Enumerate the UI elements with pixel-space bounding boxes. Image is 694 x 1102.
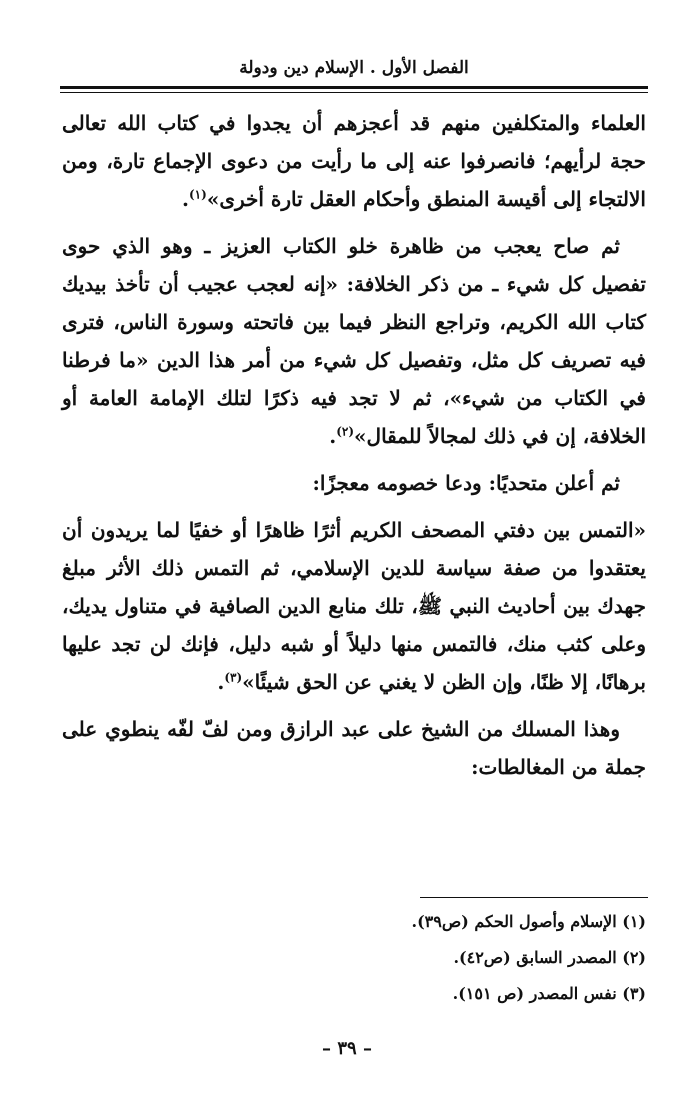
paragraph-5-text: وهذا المسلك من الشيخ على عبد الرازق ومن لفّ لفّه ينطوي على جملة من المغالطات:	[62, 717, 646, 779]
footnote-2: (٢) المصدر السابق (ص٤٢).	[453, 948, 646, 967]
paragraph-4-text: «التمس بين دفتي المصحف الكريم أثرًا ظاهرًا أو خفيًا لما يريدون أن يعتقدوا من صفة سياسة للدين الإسلامي، ثم التمس ذلك الأثر مبلغ جهدك بين أحاديث النبي ﷺ، تلك منابع الدين الصافية في متناول يديك، وعلى كثب منك، فالتمس منها دليلاً أو شبه دليل، فإنك لن تجد عليها برهانًا، إلا ظنًا، وإن الظن لا يغني عن الحق شيئًا»	[62, 518, 646, 694]
paragraph-2: ثم صاح يعجب من ظاهرة خلو الكتاب العزيز ـ وهو الذي حوى تفصيل كل شيء ـ من ذكر الخلافة: «إنه لعجب عجيب أن تأخذ بيديك كتاب الله الكريم، وتراجع النظر فيما بين فاتحته وسورة الناس، فترى فيه تصريف كل مثل، وتفصيل كل شيء من أمر هذا الدين «ما فرطنا في الكتاب من شيء»، ثم لا تجد فيه ذكرًا لتلك الإمامة العامة أو الخلافة، إن في ذلك لمجالاً للمقال»$^{(٢)}$.	[62, 234, 646, 448]
paragraph-1: العلماء والمتكلفين منهم قد أعجزهم أن يجدوا في كتاب الله تعالى حجة لرأيهم؛ فانصرفوا عنه إلى ما رأيت من دعوى الإجماع تارة، ومن الالتجاء إلى أقيسة المنطق وأحكام العقل تارة أخرى»$^{(١)}$.	[62, 111, 646, 211]
paragraph-3-text: ثم أعلن متحديًا: ودعا خصومه معجزًا:	[312, 471, 620, 495]
footnote-separator	[420, 897, 648, 898]
running-header: الفصل الأول . الإسلام دين ودولة	[239, 58, 469, 78]
header-rule-thick	[60, 86, 648, 89]
main-text	[62, 104, 646, 795]
footnote-ref-1: (١)	[188, 187, 207, 202]
footnote-1: (١) الإسلام وأصول الحكم (ص٣٩).	[411, 912, 646, 931]
paragraph-4: «التمس بين دفتي المصحف الكريم أثرًا ظاهرًا أو خفيًا لما يريدون أن يعتقدوا من صفة سياسة للدين الإسلامي، ثم التمس ذلك الأثر مبلغ جهدك بين أحاديث النبي ﷺ، تلك منابع الدين الصافية في متناول يديك، وعلى كثب منك، فالتمس منها دليلاً أو شبه دليل، فإنك لن تجد عليها برهانًا، إلا ظنًا، وإن الظن لا يغني عن الحق شيئًا»$^{(٣)}$.	[62, 518, 646, 694]
paragraph-2-text: ثم صاح يعجب من ظاهرة خلو الكتاب العزيز ـ وهو الذي حوى تفصيل كل شيء ـ من ذكر الخلافة: «إنه لعجب عجيب أن تأخذ بيديك كتاب الله الكريم، وتراجع النظر فيما بين فاتحته وسورة الناس، فترى فيه تصريف كل مثل، وتفصيل كل شيء من أمر هذا الدين «ما فرطنا في الكتاب من شيء»، ثم لا تجد فيه ذكرًا لتلك الإمامة العامة أو الخلافة، إن في ذلك لمجالاً للمقال»	[62, 234, 646, 448]
paragraph-5	[62, 710, 646, 786]
footnote-ref-3: (٣)	[224, 670, 243, 685]
footnote-3: (٣) نفس المصدر (ص ١٥١).	[452, 984, 646, 1003]
page-number: – ٣٩ –	[322, 1038, 372, 1059]
header-rule-thin	[60, 92, 648, 93]
footnotes	[62, 904, 646, 1012]
paragraph-3	[62, 464, 646, 502]
footnote-ref-2: (٢)	[336, 424, 355, 439]
paragraph-1-text: العلماء والمتكلفين منهم قد أعجزهم أن يجدوا في كتاب الله تعالى حجة لرأيهم؛ فانصرفوا عنه إلى ما رأيت من دعوى الإجماع تارة، ومن الالتجاء إلى أقيسة المنطق وأحكام العقل تارة أخرى»	[62, 111, 646, 211]
